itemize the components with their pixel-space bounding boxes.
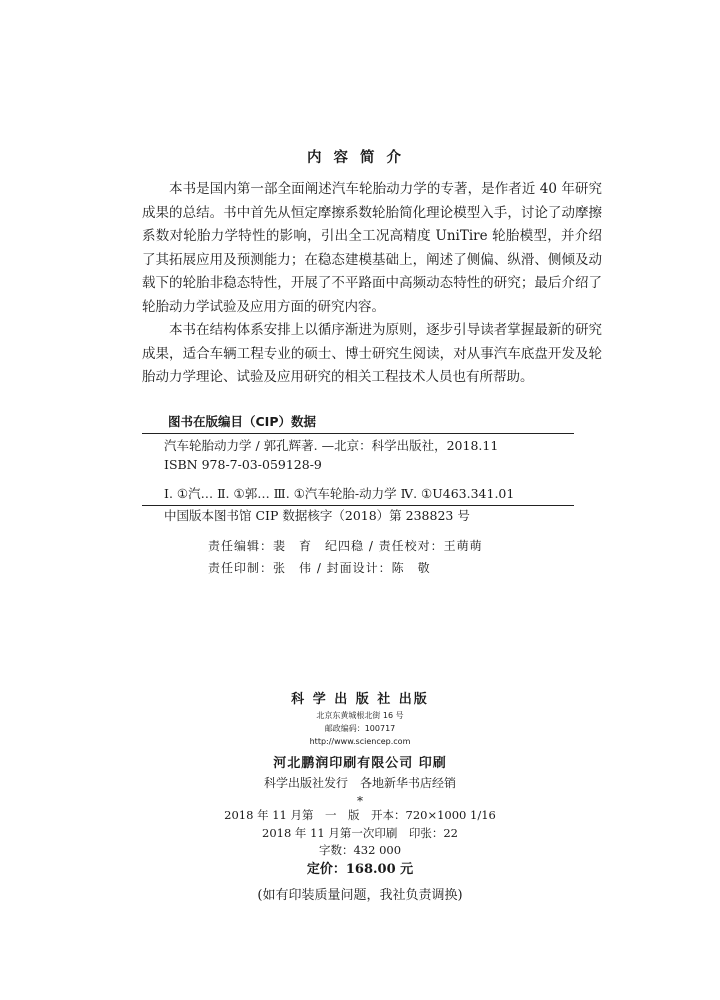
summary-paragraph-2: 本书在结构体系安排上以循序渐进为原则，逐步引导读者掌握最新的研究成果，适合车辆工程专业的硕士、博士研究生阅读，对从事汽车底盘开发及轮胎动力学理论、试验及应用研究的相关工程技术人员也有所帮助。 <box>142 322 602 385</box>
cip-header: 图书在版编目（CIP）数据 <box>142 412 574 434</box>
edition-line-2: 2018 年 11 月第一次印刷 印张：22 <box>262 826 458 840</box>
cip-block <box>142 412 574 525</box>
staff-line-2: 责任印制：张 伟 / 封面设计：陈 敬 <box>208 561 431 575</box>
publisher: 科 学 出 版 社 出版 <box>291 692 429 707</box>
cip-title-line: 汽车轮胎动力学 / 郭孔辉著. —北京：科学出版社，2018.11 <box>164 438 499 453</box>
cip-classification: Ⅰ. ①汽… Ⅱ. ①郭… Ⅲ. ①汽车轮胎-动力学 Ⅳ. ①U463.341.01 <box>142 484 574 506</box>
quality-notice: (如有印装质量问题，我社负责调换) <box>257 888 463 903</box>
word-count: 字数：432 000 <box>318 843 402 857</box>
summary-paragraph-1: 本书是国内第一部全面阐述汽车轮胎动力学的专著，是作者近 40 年研究成果的总结。书中首先从恒定摩擦系数轮胎简化理论模型入手，讨论了动摩擦系数对轮胎力学特性的影响，引出全工况高精度 UniTire 轮胎模型，并介绍了其拓展应用及预测能力；在稳态建模基础上，阐述了侧偏、纵滑、侧倾及动载下的轮胎非稳态特性，开展了不平路面中高频动态特性的研究；最后介绍了轮胎动力学试验及应用方面的研究内容。 <box>142 181 602 315</box>
price: 定价：168.00 元 <box>306 862 414 877</box>
edition-line-1: 2018 年 11 月第 一 版 开本：720×1000 1/16 <box>224 808 496 822</box>
cip-isbn: ISBN 978-7-03-059128-9 <box>164 457 322 472</box>
cip-data-number: 中国版本图书馆 CIP 数据核字（2018）第 238823 号 <box>164 508 470 523</box>
publisher-address: 北京东黄城根北街 16 号 <box>316 711 404 720</box>
postcode: 邮政编码：100717 <box>324 724 396 733</box>
separator-star: * <box>357 794 363 808</box>
website-url: http://www.sciencep.com <box>309 737 411 746</box>
summary-title: 内容简介 <box>307 150 413 166</box>
distribution: 科学出版社发行 各地新华书店经销 <box>263 776 456 790</box>
staff-line-1: 责任编辑：裴 育 纪四稳 / 责任校对：王萌萌 <box>208 539 483 553</box>
printer: 河北鹏润印刷有限公司 印刷 <box>273 756 447 771</box>
summary-body <box>142 178 602 390</box>
